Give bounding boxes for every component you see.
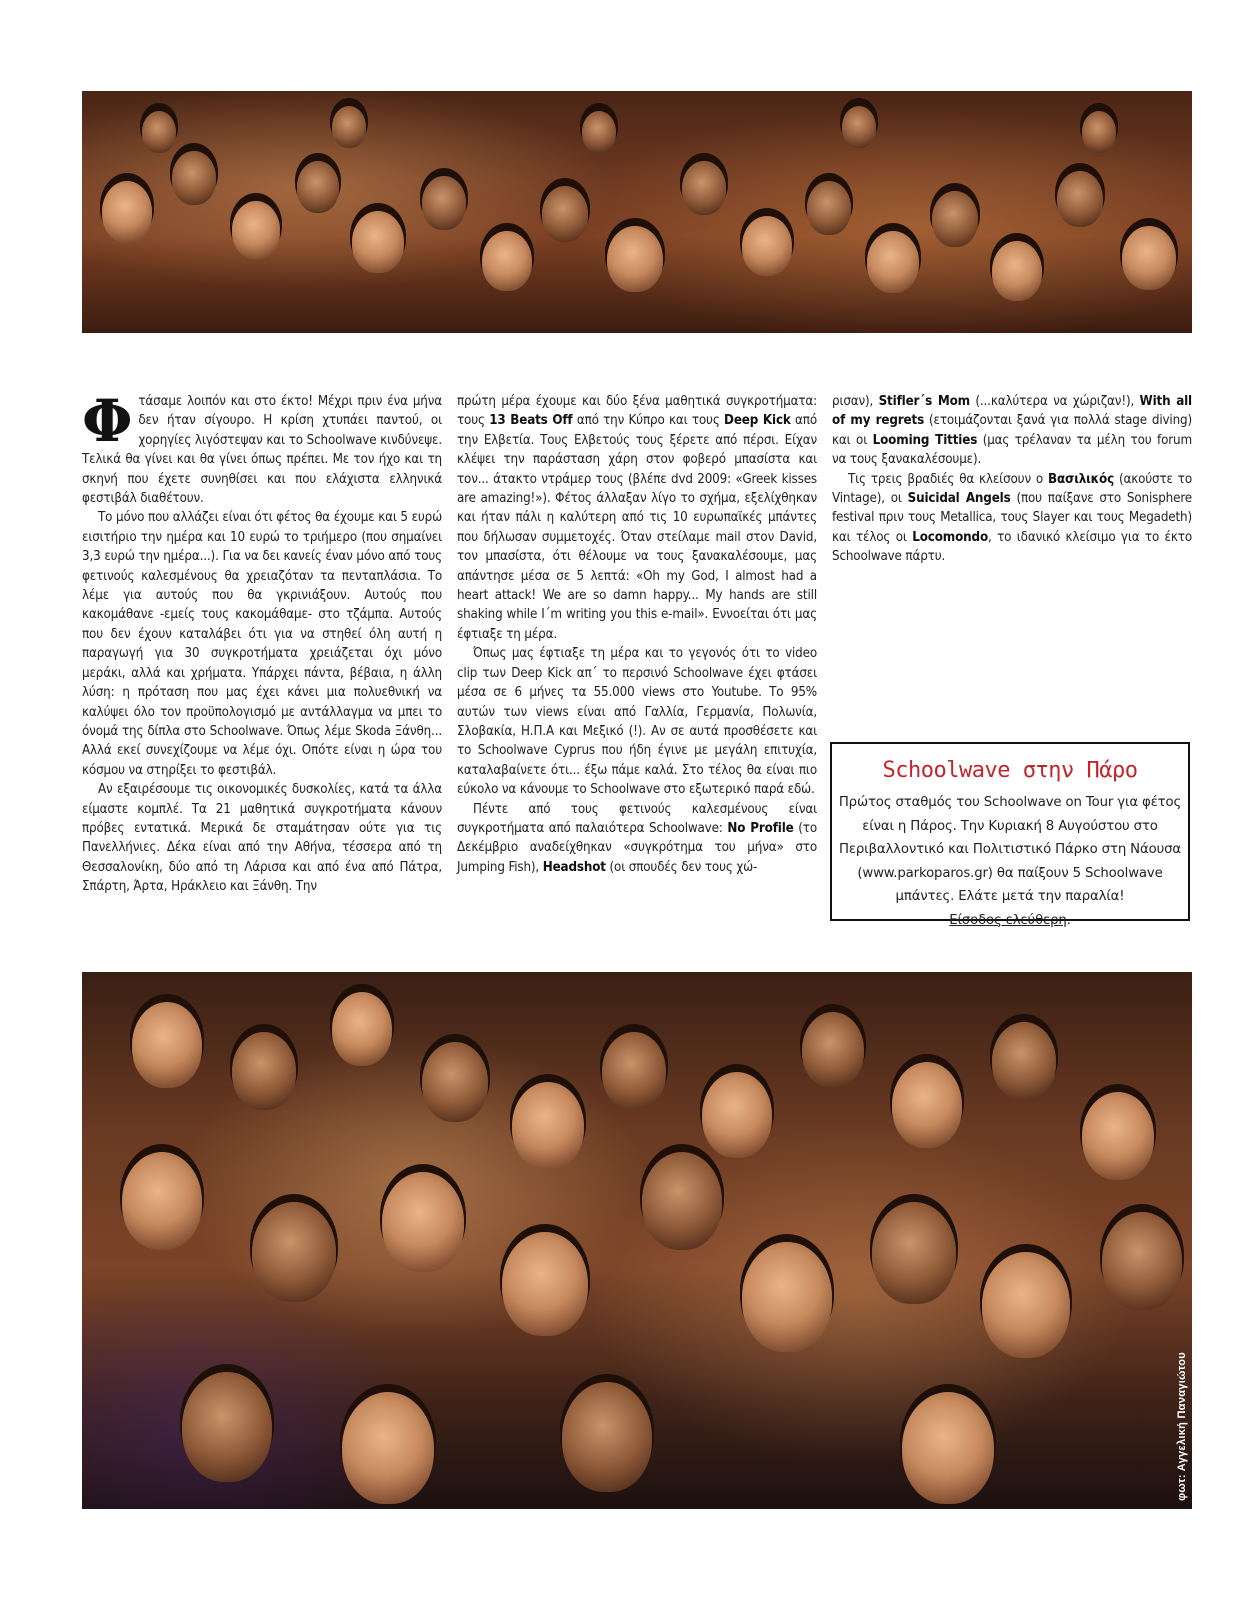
paragraph: ρισαν), Stifler´s Mom (...καλύτερα να χώριζαν!), With all of my regrets (ετοιμάζονται ξανά για πολλά stage diving) και οι Looming Titties (μας τρέλαναν τα μέλη του forum να τους ξανακαλέσουμε). — [832, 394, 1193, 468]
article-column-1 — [82, 387, 442, 897]
paragraph: Όπως μας έφτιαξε τη μέρα και το γεγονός ότι το video clip των Deep Kick απ´ το περσινό Schoolwave έχει φτάσει μέσα σε 6 μήνες τα 55.000 views στο Youtube. Το 95% αυτών των views είναι από Γαλλία, Γερμανία, Πολωνία, Σλοβακία, Η.Π.Α και Μεξικό (!). Αν σε αυτά προσθέσετε και το Schoolwave Cyprus που ήδη έγινε με μεγάλη επιτυχία, καταλαβαίνετε ότι... έξω πάμε καλά. Στο τέλος θα είναι πιο εύκολο να κάνουμε το Schoolwave στο εξωτερικό παρά εδώ. — [457, 646, 817, 798]
drop-cap: Φ — [82, 387, 133, 455]
sidebar-box — [830, 742, 1190, 928]
paragraph: Τις τρεις βραδιές θα κλείσουν ο Βασιλικός (ακούστε το Vintage), οι Suicidal Angels (που παίξανε στο Sonisphere festival πριν τους Metallica, τους Slayer και τους Megadeth) και τέλος οι Locomondo, το ιδανικό κλείσιμο για το έκτο Schoolwave πάρτυ. — [832, 471, 1192, 565]
article-column-3 — [832, 392, 1192, 567]
paragraph: Πέντε από τους φετινούς καλεσμένους είναι συγκροτήματα από παλαιότερα Schoolwave: No Profile (το Δεκέμβριο αναδείχθηκαν «συγκρότημα του μήνα» στο Jumping Fish), Headshot (οι σπουδές δεν τους χώ- — [457, 801, 817, 875]
paragraph: πρώτη μέρα έχουμε και δύο ξένα μαθητικά συγκροτήματα: τους 13 Beats Off από την Κύπρο και τους Deep Kick από την Ελβετία. Τους Ελβετούς τους ξέρετε από πέρσι. Είχαν κλέψει την παράσταση χάρη στον φοβερό μπασίστα και τον... άτακτο ντράμερ τους (βλέπε dvd 2009: «Greek kisses are amazing!»). Φέτος άλλαξαν λίγο το σχήμα, εξελίχθηκαν και ήταν πάλι η καλύτερη από τις 10 ευρωπαϊκές μπάντες που δήλωσαν συμμετοχές. Όταν στείλαμε mail στον David, τον μπασίστα, ότι θέλουμε να τους ξανακαλέσουμε, μας απάντησε μέσα σε 5 λεπτά: «Oh my God, I almost had a heart attack! We are so damn happy... My hands are still shaking while I´m writing you this e-mail». Εννοείται ότι μας έφτιαξε τη μέρα. — [457, 394, 818, 642]
crowd-photo-bottom — [82, 972, 1192, 1509]
box-title: Schoolwave στην Πάρο — [882, 758, 1138, 783]
article-column-2 — [457, 392, 817, 877]
box-footer: Είσοδος ελεύθερη — [949, 912, 1067, 928]
paragraph: Αν εξαιρέσουμε τις οικονομικές δυσκολίες, κατά τα άλλα είμαστε κομπλέ. Τα 21 μαθητικά συγκροτήματα κάνουν πρόβες εντατικά. Μερικά δε σταμάτησαν ούτε για τις Πανελλήνιες. Δέκα είναι από την Αθήνα, τέσσερα από τη Θεσσαλονίκη, δύο από τη Λάρισα και από ένα από Πάτρα, Σπάρτη, Άρτα, Ηράκλειο και Ξάνθη. Την — [82, 782, 442, 895]
box-body: Πρώτος σταθμός του Schoolwave on Tour για φέτος είναι η Πάρος. Την Κυριακή 8 Αυγούστου στο Περιβαλλοντικό και Πολιτιστικό Πάρκο στη Νάουσα (www.parkoparos.gr) θα παίξουν 5 Schoolwave μπάντες. Ελάτε μετά την παραλία! Είσοδος ελεύθερη. — [838, 795, 1182, 928]
photo-credit: φωτ: Αγγελική Παναγιώτου — [1176, 1352, 1188, 1501]
box-text: Πρώτος σταθμός του Schoolwave on Tour για φέτος είναι η Πάρος. Την Κυριακή 8 Αυγούστου στο Περιβαλλοντικό και Πολιτιστικό Πάρκο στη Νάουσα (www.parkoparos.gr) θα παίξουν 5 Schoolwave μπάντες. Ελάτε μετά την παραλία! — [838, 795, 1182, 904]
paragraph: τάσαμε λοιπόν και στο έκτο! Μέχρι πριν ένα μήνα δεν ήταν σίγουρο. Η κρίση χτυπάει παντού, οι χορηγίες λιγόστεψαν και το Schoolwave κινδύνεψε. Τελικά θα γίνει και θα γίνει όπως πρέπει. Με τον ήχο και τη σκηνή που έχετε συνηθίσει και που ελάχιστα ελληνικά φεστιβάλ διαθέτουν. — [82, 394, 442, 507]
crowd-photo-top — [82, 91, 1192, 333]
paragraph: Το μόνο που αλλάζει είναι ότι φέτος θα έχουμε και 5 ευρώ εισιτήριο την ημέρα και 10 ευρώ το τριήμερο (που σημαίνει 3,3 ευρώ την ημέρα...). Για να δει κανείς έναν μόνο από τους φετινούς καλεσμένους θα χρειαζόταν τα πενταπλάσια. Το λέμε για αυτούς που θα γκρινιάξουν. Αυτούς που κακομάθανε -εμείς τους κακομάθαμε- στο τζάμπα. Αυτούς που δεν έχουν καταλάβει ότι για να στηθεί όλη αυτή η παραγωγή για 30 συγκροτήματα χρειάζεται όχι μόνο μεράκι, αλλά και χρήματα. Υπάρχει πάντα, βέβαια, η άλλη λύση: η πρόταση που μας έχει κάνει μια πολυεθνική να καλύψει όλο τον προϋπολογισμό με αντάλλαγμα να μπει το όνομά της δίπλα στο Schoolwave. Όπως λέμε Skoda Ξάνθη... Αλλά εκεί συνεχίζουμε να λέμε όχι. Οπότε είναι η ώρα του κόσμου να στηρίξει το φεστιβάλ. — [82, 510, 442, 778]
